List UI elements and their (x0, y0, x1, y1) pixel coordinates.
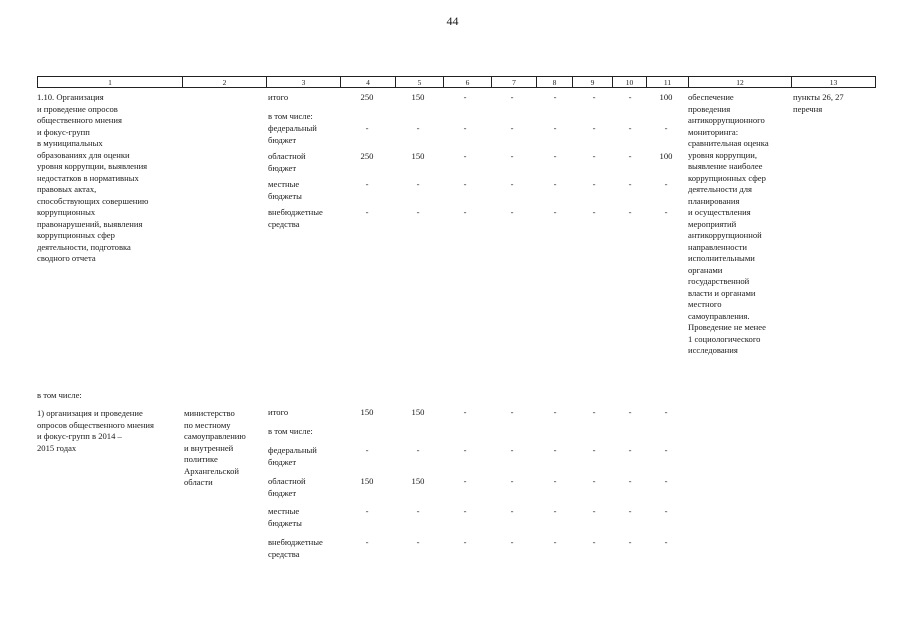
item-1-10-value: - (463, 92, 467, 102)
column-header-13: 13 (791, 76, 876, 88)
item-1-executor: министерство по местному самоуправлению и внутренней политике Архангельской области (184, 408, 246, 487)
column-header-12: 12 (688, 76, 791, 88)
subheading: в том числе: (37, 390, 82, 400)
item-1-value: - (553, 537, 557, 547)
item-1-10-value: 250 (360, 151, 374, 161)
item-1-10-value: - (628, 179, 632, 189)
item-1-10-value: 250 (360, 92, 374, 102)
item-1-value: - (664, 506, 668, 516)
column-header-5: 5 (395, 76, 443, 88)
column-header-11: 11 (646, 76, 688, 88)
item-1-10-value: - (416, 123, 420, 133)
item-1-10-value: - (463, 179, 467, 189)
item-1-10-value: - (664, 179, 668, 189)
item-1-10-value: - (416, 179, 420, 189)
item-1-value: - (510, 445, 514, 455)
item-1-value: - (463, 476, 467, 486)
column-header-1: 1 (37, 76, 182, 88)
item-1-10-source-label: итого (268, 92, 289, 102)
item-1-10-value: - (592, 179, 596, 189)
item-1-value: - (510, 476, 514, 486)
item-1-10-value: - (365, 123, 369, 133)
item-1-value: - (592, 407, 596, 417)
item-1-value: - (365, 445, 369, 455)
item-1-value: - (463, 445, 467, 455)
item-1-value: - (664, 407, 668, 417)
item-1-value: - (463, 506, 467, 516)
item-1-10-ref: пункты 26, 27 перечня (793, 92, 844, 114)
item-1-value: - (664, 445, 668, 455)
item-1-source-label: областной бюджет (268, 476, 306, 498)
item-1-value: - (592, 506, 596, 516)
item-1-value: 150 (411, 407, 425, 417)
item-1-10-value: - (592, 207, 596, 217)
item-1-10-value: - (365, 179, 369, 189)
item-1-value: - (664, 537, 668, 547)
item-1-value: - (553, 476, 557, 486)
item-1-value: - (416, 506, 420, 516)
item-1-value: - (553, 445, 557, 455)
column-header-7: 7 (491, 76, 536, 88)
item-1-10-value: - (510, 179, 514, 189)
item-1-10-result: обеспечение проведения антикоррупционного мониторинга: сравнительная оценка уровня коррупции, выявление наиболее коррупционных сфер деятельности для планирования и осуществления мероприятий антикоррупционной направленности исполнительными органами государственной власти и органами местного самоуправления. Проведение не менее 1 социологического исследования (688, 92, 769, 355)
item-1-10-value: - (553, 179, 557, 189)
item-1-10-value: - (553, 207, 557, 217)
column-header-8: 8 (536, 76, 572, 88)
item-1-10-source-label: в том числе: (268, 111, 313, 121)
item-1-value: - (463, 407, 467, 417)
item-1-value: - (628, 506, 632, 516)
item-1-10-value: - (416, 207, 420, 217)
item-1-10-value: 150 (411, 151, 425, 161)
item-1-value: - (628, 445, 632, 455)
item-1-10-source-label: внебюджетные средства (268, 207, 323, 229)
item-1-source-label: в том числе: (268, 426, 313, 436)
item-1-10-description: 1.10. Организация и проведение опросов общественного мнения и фокус-групп в муниципальных образованиях для оценки уровня коррупции, выявления недостатков в нормативных правовых актах, способствующих совершению коррупционных правонарушений, выявления коррупционных сфер деятельности, подготовка сводного отчета (37, 92, 149, 263)
item-1-value: 150 (360, 407, 374, 417)
item-1-10-value: - (628, 123, 632, 133)
item-1-10-value: - (510, 92, 514, 102)
item-1-value: - (365, 537, 369, 547)
item-1-10-value: - (463, 123, 467, 133)
item-1-value: - (365, 506, 369, 516)
item-1-10-value: - (592, 92, 596, 102)
item-1-10-value: - (628, 151, 632, 161)
column-header-4: 4 (340, 76, 395, 88)
item-1-description: 1) организация и проведение опросов общественного мнения и фокус-групп в 2014 – 2015 годах (37, 408, 154, 453)
item-1-10-source-label: местные бюджеты (268, 179, 302, 201)
item-1-value: - (510, 537, 514, 547)
item-1-10-value: - (365, 207, 369, 217)
item-1-10-value: - (628, 207, 632, 217)
item-1-value: - (510, 506, 514, 516)
item-1-value: 150 (360, 476, 374, 486)
item-1-value: 150 (411, 476, 425, 486)
column-header-6: 6 (443, 76, 491, 88)
item-1-source-label: местные бюджеты (268, 506, 302, 528)
item-1-value: - (553, 506, 557, 516)
item-1-10-value: - (510, 207, 514, 217)
item-1-source-label: внебюджетные средства (268, 537, 323, 559)
item-1-value: - (416, 537, 420, 547)
item-1-10-value: - (463, 207, 467, 217)
page-number: 44 (446, 14, 459, 28)
item-1-10-value: - (664, 123, 668, 133)
item-1-value: - (628, 407, 632, 417)
item-1-10-value: - (510, 123, 514, 133)
column-header-3: 3 (266, 76, 340, 88)
item-1-value: - (592, 445, 596, 455)
item-1-source-label: федеральный бюджет (268, 445, 317, 467)
item-1-10-source-label: федеральный бюджет (268, 123, 317, 145)
item-1-value: - (628, 476, 632, 486)
column-header-9: 9 (572, 76, 612, 88)
column-header-10: 10 (612, 76, 646, 88)
item-1-10-value: 100 (659, 151, 673, 161)
item-1-value: - (463, 537, 467, 547)
item-1-10-value: - (592, 123, 596, 133)
item-1-10-value: - (463, 151, 467, 161)
item-1-10-value: - (553, 92, 557, 102)
item-1-value: - (510, 407, 514, 417)
item-1-10-value: - (664, 207, 668, 217)
item-1-value: - (628, 537, 632, 547)
item-1-10-value: 100 (659, 92, 673, 102)
item-1-10-source-label: областной бюджет (268, 151, 306, 173)
item-1-value: - (664, 476, 668, 486)
item-1-source-label: итого (268, 407, 289, 417)
item-1-10-value: - (553, 123, 557, 133)
column-header-2: 2 (182, 76, 266, 88)
item-1-10-value: - (628, 92, 632, 102)
item-1-10-value: 150 (411, 92, 425, 102)
item-1-value: - (553, 407, 557, 417)
item-1-value: - (592, 537, 596, 547)
table-header-row (37, 76, 876, 88)
item-1-10-value: - (553, 151, 557, 161)
item-1-value: - (416, 445, 420, 455)
item-1-10-value: - (592, 151, 596, 161)
item-1-10-value: - (510, 151, 514, 161)
item-1-value: - (592, 476, 596, 486)
